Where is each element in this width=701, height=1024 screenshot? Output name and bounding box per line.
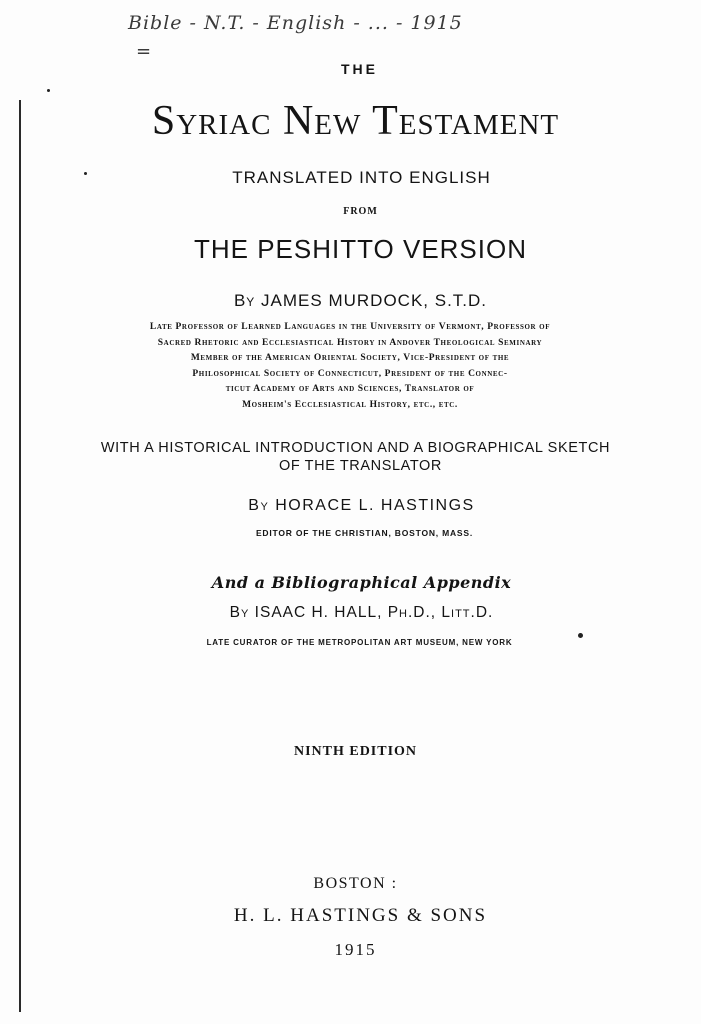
- subtitle-translated: TRANSLATED INTO ENGLISH: [232, 168, 491, 187]
- hall-by: By: [229, 604, 250, 621]
- ink-speck: [47, 89, 50, 92]
- author-by: By: [233, 291, 256, 310]
- hastings-name: HORACE L. HASTINGS: [275, 497, 475, 514]
- hall-name: ISAAC H. HALL,: [254, 604, 383, 621]
- source-version: THE PESHITTO VERSION: [193, 234, 527, 264]
- credentials-line: Mosheim's Ecclesiastical History, etc., etc.: [242, 399, 458, 410]
- introduction-line-2: OF THE TRANSLATOR: [278, 458, 443, 474]
- title-article: THE: [341, 61, 378, 77]
- author-name: JAMES MURDOCK, S.T.D.: [261, 291, 488, 310]
- hastings-by: By: [248, 497, 270, 514]
- credentials-line: Sacred Rhetoric and Ecclesiastical History in Andover Theological Seminary: [157, 337, 543, 348]
- book-title: Syriac New Testament: [151, 98, 560, 144]
- hall-line: [0, 604, 701, 622]
- edition: NINTH EDITION: [293, 744, 418, 759]
- ink-speck: [578, 633, 583, 638]
- imprint-publisher: H. L. HASTINGS & SONS: [233, 905, 488, 926]
- handwritten-mark: =: [136, 41, 152, 62]
- handwritten-catalog-note: Bible - N.T. - English - ... - 1915: [128, 12, 463, 34]
- hall-role: LATE CURATOR OF THE METROPOLITAN ART MUSEUM, NEW YORK: [206, 638, 513, 647]
- credentials-line: ticut Academy of Arts and Sciences, Translator of: [225, 384, 475, 395]
- introduction-line-1: WITH A HISTORICAL INTRODUCTION AND A BIOGRAPHICAL SKETCH: [100, 440, 611, 456]
- ink-speck: [84, 172, 87, 175]
- appendix-heading: And a Bibliographical Appendix: [211, 573, 512, 592]
- hall-degrees: Ph.D., Litt.D.: [387, 604, 494, 621]
- credentials-line: Member of the American Oriental Society, Vice-President of the: [190, 353, 510, 364]
- author-credentials: [60, 320, 640, 414]
- imprint-city: BOSTON :: [313, 875, 398, 892]
- hastings-line: [0, 497, 701, 515]
- credentials-line: Philosophical Society of Connecticut, President of the Connec-: [192, 368, 508, 379]
- imprint-year: 1915: [334, 940, 377, 959]
- author-line: [0, 291, 701, 311]
- hastings-role: EDITOR OF THE CHRISTIAN, BOSTON, MASS.: [255, 528, 474, 538]
- credentials-line: Late Professor of Learned Languages in the University of Vermont, Professor of: [149, 322, 551, 332]
- subtitle-from: FROM: [343, 206, 378, 217]
